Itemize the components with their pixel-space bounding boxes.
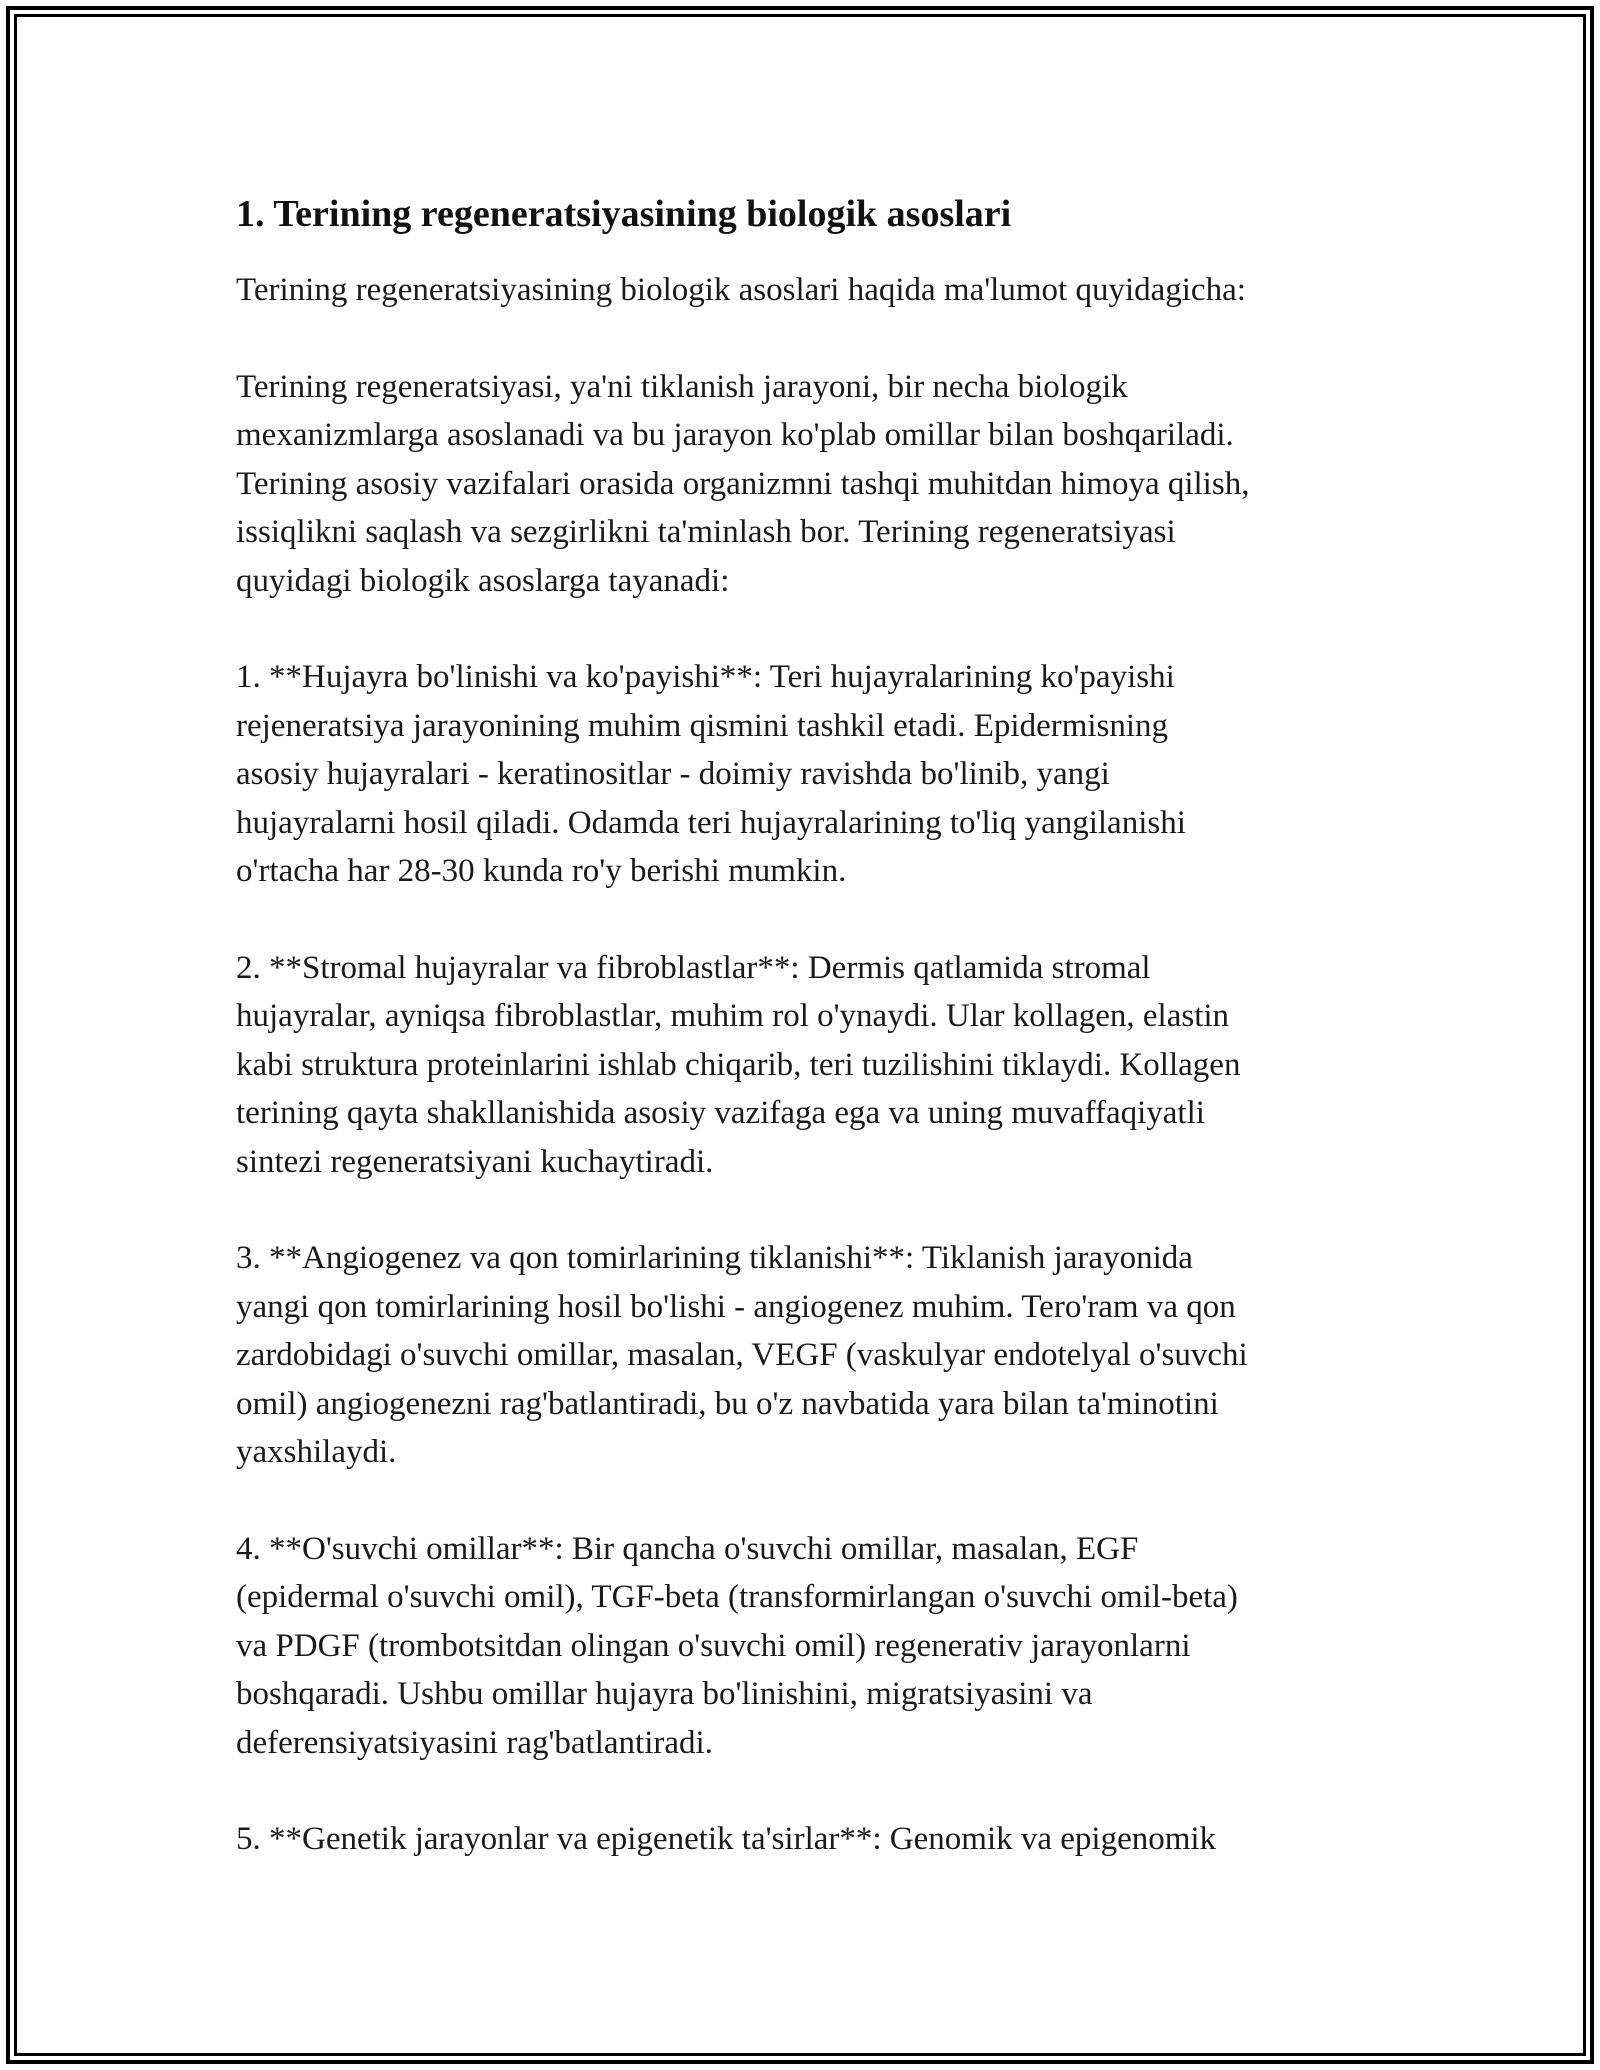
document-body — [236, 188, 1386, 1912]
list-item-angiogenesis: 3. **Angiogenez va qon tomirlarining tiklanishi**: Tiklanish jarayonida yangi qon tomirlarining hosil bo'lishi - angiogenez muhim. Tero'ram va qon zardobidagi o'suvchi omillar, masalan, VEGF (vaskulyar endotelyal o'suvchi omil) angiogenezni rag'batlantiradi, bu o'z navbatida yara bilan ta'minotini yaxshilaydi. — [236, 1240, 1248, 1470]
list-item-growth-factors: 4. **O'suvchi omillar**: Bir qancha o'suvchi omillar, masalan, EGF (epidermal o'suvchi omil), TGF-beta (transformirlangan o'suvchi omil-beta) va PDGF (trombotsitdan olingan o'suvchi omil) regenerativ jarayonlarni boshqaradi. Ushbu omillar hujayra bo'linishini, migratsiyasini va deferensiyatsiyasini rag'batlantiradi. — [236, 1530, 1238, 1761]
intro-paragraph: Terining regeneratsiyasining biologik asoslari haqida ma'lumot quyidagicha: — [236, 272, 1246, 308]
list-item-cell-division: 1. **Hujayra bo'linishi va ko'payishi**: Teri hujayralarining ko'payishi rejeneratsiya jarayonining muhim qismini tashkil etadi. Epidermisning asosiy hujayralari - keratinositlar - doimiy ravishda bo'linib, yangi hujayralarni hosil qiladi. Odamda teri hujayralarining to'liq yangilanishi o'rtacha har 28-30 kunda ro'y berishi mumkin. — [236, 659, 1186, 889]
overview-paragraph: Terining regeneratsiyasi, ya'ni tiklanish jarayoni, bir necha biologik mexanizmlarga asoslanadi va bu jarayon ko'plab omillar bilan boshqariladi. Terining asosiy vazifalari orasida organizmni tashqi muhitdan himoya qilish, issiqlikni saqlash va sezgirlikni ta'minlash bor. Terining regeneratsiyasi quyidagi biologik asoslarga tayanadi: — [236, 368, 1250, 599]
list-item-genetic-processes: 5. **Genetik jarayonlar va epigenetik ta'sirlar**: Genomik va epigenomik — [236, 1821, 1217, 1857]
document-title: 1. Terining regeneratsiyasining biologik asoslari — [236, 193, 1012, 235]
list-item-stromal-cells: 2. **Stromal hujayralar va fibroblastlar**: Dermis qatlamida stromal hujayralar, ayniqsa fibroblastlar, muhim rol o'ynaydi. Ular kollagen, elastin kabi struktura proteinlarini ishlab chiqarib, teri tuzilishini tiklaydi. Kollagen terining qayta shakllanishida asosiy vazifaga ega va uning muvaffaqiyatli sintezi regeneratsiyani kuchaytiradi. — [236, 949, 1241, 1180]
